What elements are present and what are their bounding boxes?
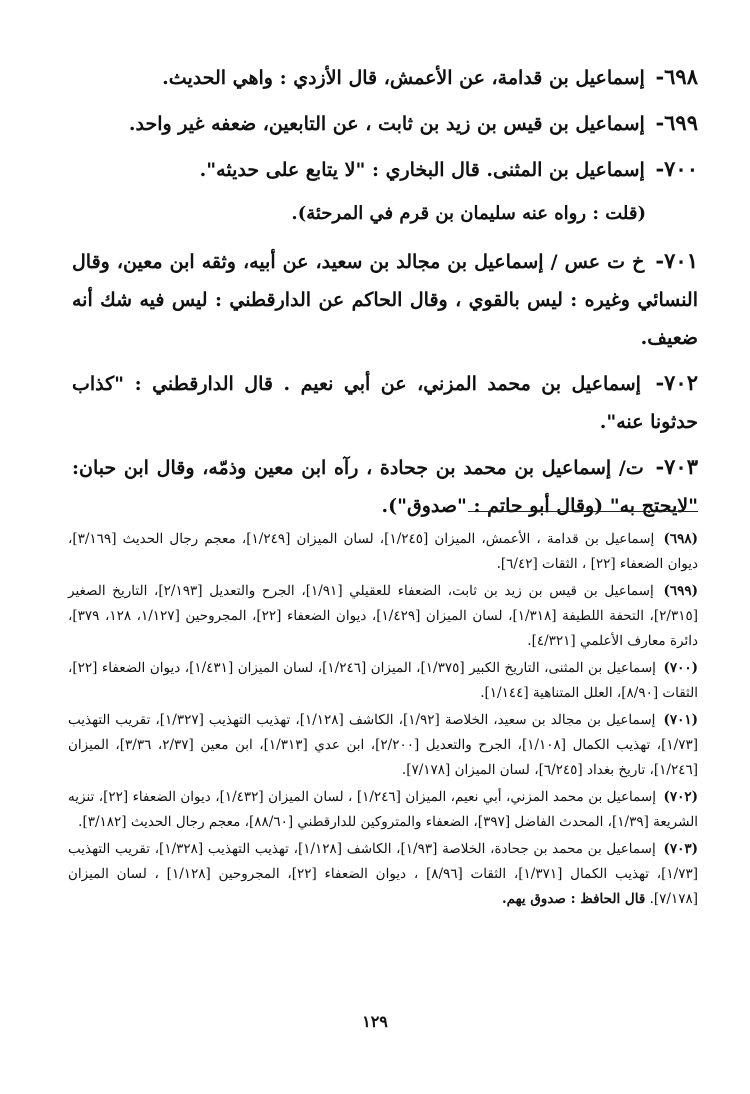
entry-number: ٧٠٠- [655, 156, 698, 181]
footnote-text: إسماعيل بن قدامة ، الأعمش، الميزان [١/٢٤٥]، لسان الميزان [١/٢٤٩]، معجم رجال الحديث [٣/١٦٩]، ديوان الضعفاء [٢٢] ، الثقات [٦/٤٢]. [68, 531, 698, 572]
entry-text: إسماعيل بن قيس بن زيد بن ثابت ، عن التابعين، ضعفه غير واحد. [128, 113, 645, 135]
footnote-700 [68, 656, 698, 706]
footnote-702 [68, 785, 698, 835]
page-number: ١٢٩ [362, 1012, 388, 1031]
footnote-698 [68, 527, 698, 577]
footnote-number: (٧٠٠) [663, 660, 698, 676]
entry-text: إسماعيل بن قدامة، عن الأعمش، قال الأزدي : واهي الحديث. [162, 67, 645, 89]
footnote-703 [68, 837, 698, 912]
entry-text: خ ت عس / إسماعيل بن مجالد بن سعيد، عن أبيه، وثقه ابن معين، وقال النسائي وغيره : ليس بالقوي ، وقال الحاكم عن الدارقطني : ليس فيه شك أنه ضعيف. [72, 251, 698, 349]
footnote-701 [68, 708, 698, 783]
entry-number: ٧٠٢- [655, 370, 698, 395]
footnote-number: (٧٠٢) [663, 789, 698, 805]
entries-list [72, 58, 698, 532]
entry-703 [72, 448, 698, 525]
entry-number: ٧٠٣- [655, 454, 698, 479]
footnote-text: إسماعيل بن محمد المزني، أبي نعيم، الميزان [١/٢٤٦] ، لسان الميزان [١/٤٣٢]، ديوان الضعفاء [٢٢]، تنزيه الشريعة [١/٣٩]، المحدث الفاضل [٣٩٧]، الضعفاء والمتروكين للدارقطني [٨٨/٦٠]، معجم رجال الحديث [٣/١٨٢]. [68, 789, 698, 830]
footnote-suffix: قال الحافظ : صدوق يهم. [501, 891, 646, 907]
footnotes-list [68, 527, 698, 914]
footnote-text: إسماعيل بن المثنى، التاريخ الكبير [١/٣٧٥]، الميزان [١/٢٤٦]، لسان الميزان [١/٤٣١]، ديوان الضعفاء [٢٢]، الثقات [٨/٩٠]، العلل المتناهية [١/١٤٤]. [68, 660, 698, 701]
entry-702 [72, 364, 698, 441]
footnote-text: إسماعيل بن مجالد بن سعيد، الخلاصة [١/٩٢]، الكاشف [١/١٢٨]، تهذيب التهذيب [١/٣٢٧]، تقريب التهذيب [١/٧٣]، تهذيب الكمال [١/١٠٨]، الجرح والتعديل [٢/٢٠٠]، ابن عدي [١/٣١٣]، ابن معين [٢/٣٧، ٣/٣٦]، الميزان [١/٢٤٦]، تاريخ بغداد [٦/٢٤٥]، لسان الميزان [٧/١٧٨]. [68, 712, 698, 778]
entry-text: إسماعيل بن المثنى. قال البخاري : "لا يتابع على حديثه". [199, 159, 645, 181]
footnote-divider [468, 511, 698, 512]
entry-text: إسماعيل بن محمد المزني، عن أبي نعيم . قال الدارقطني : "كذاب حدثونا عنه". [72, 373, 698, 433]
entry-701 [72, 242, 698, 357]
entry-text: ت/ إسماعيل بن محمد بن جحادة ، رآه ابن معين وذمّه، وقال ابن حبان: "لايحتج به" (وقال أبو حاتم : "صدوق"). [72, 457, 698, 517]
entry-700 [72, 150, 698, 189]
entry-number: ٦٩٨- [655, 64, 698, 89]
footnote-number: (٧٠١) [663, 712, 699, 728]
footnote-number: (٦٩٨) [663, 531, 698, 547]
entry-698 [72, 58, 698, 97]
entry-699 [72, 104, 698, 143]
entry-number: ٧٠١- [655, 248, 698, 273]
footnote-699 [68, 579, 698, 654]
footnote-text: إسماعيل بن محمد بن جحادة، الخلاصة [١/٩٣]، الكاشف [١/١٢٨]، تهذيب التهذيب [١/٣٢٨]، تقريب التهذيب [١/٧٣]، تهذيب الكمال [١/٣٧١]، الثقات [٨/٩٦] ، ديوان الضعفاء [٢٢]، المجروحين [١/١٢٨] ، لسان الميزان [٧/١٧٨]. [68, 841, 699, 907]
footnote-text: إسماعيل بن قيس بن زيد بن ثابت، الضعفاء للعقيلي [١/٩١]، الجرح والتعديل [٢/١٩٣]، التاريخ الصغير [٢/٣١٥]، التحفة اللطيفة [١/٣١٨]، لسان الميزان [١/٤٢٩]، ديوان الضعفاء [٢٢]، المجروحين [١/١٢٧، ١٢٨، ٣٧٩]، دائرة معارف الأعلمي [٤/٣٢١]. [68, 583, 698, 649]
footnote-number: (٦٩٩) [663, 583, 698, 599]
entry-700-note: (قلت : رواه عنه سليمان بن قرم في المرحئة). [291, 203, 646, 224]
entry-number: ٦٩٩- [655, 110, 698, 135]
footnote-number: (٧٠٣) [663, 841, 698, 857]
